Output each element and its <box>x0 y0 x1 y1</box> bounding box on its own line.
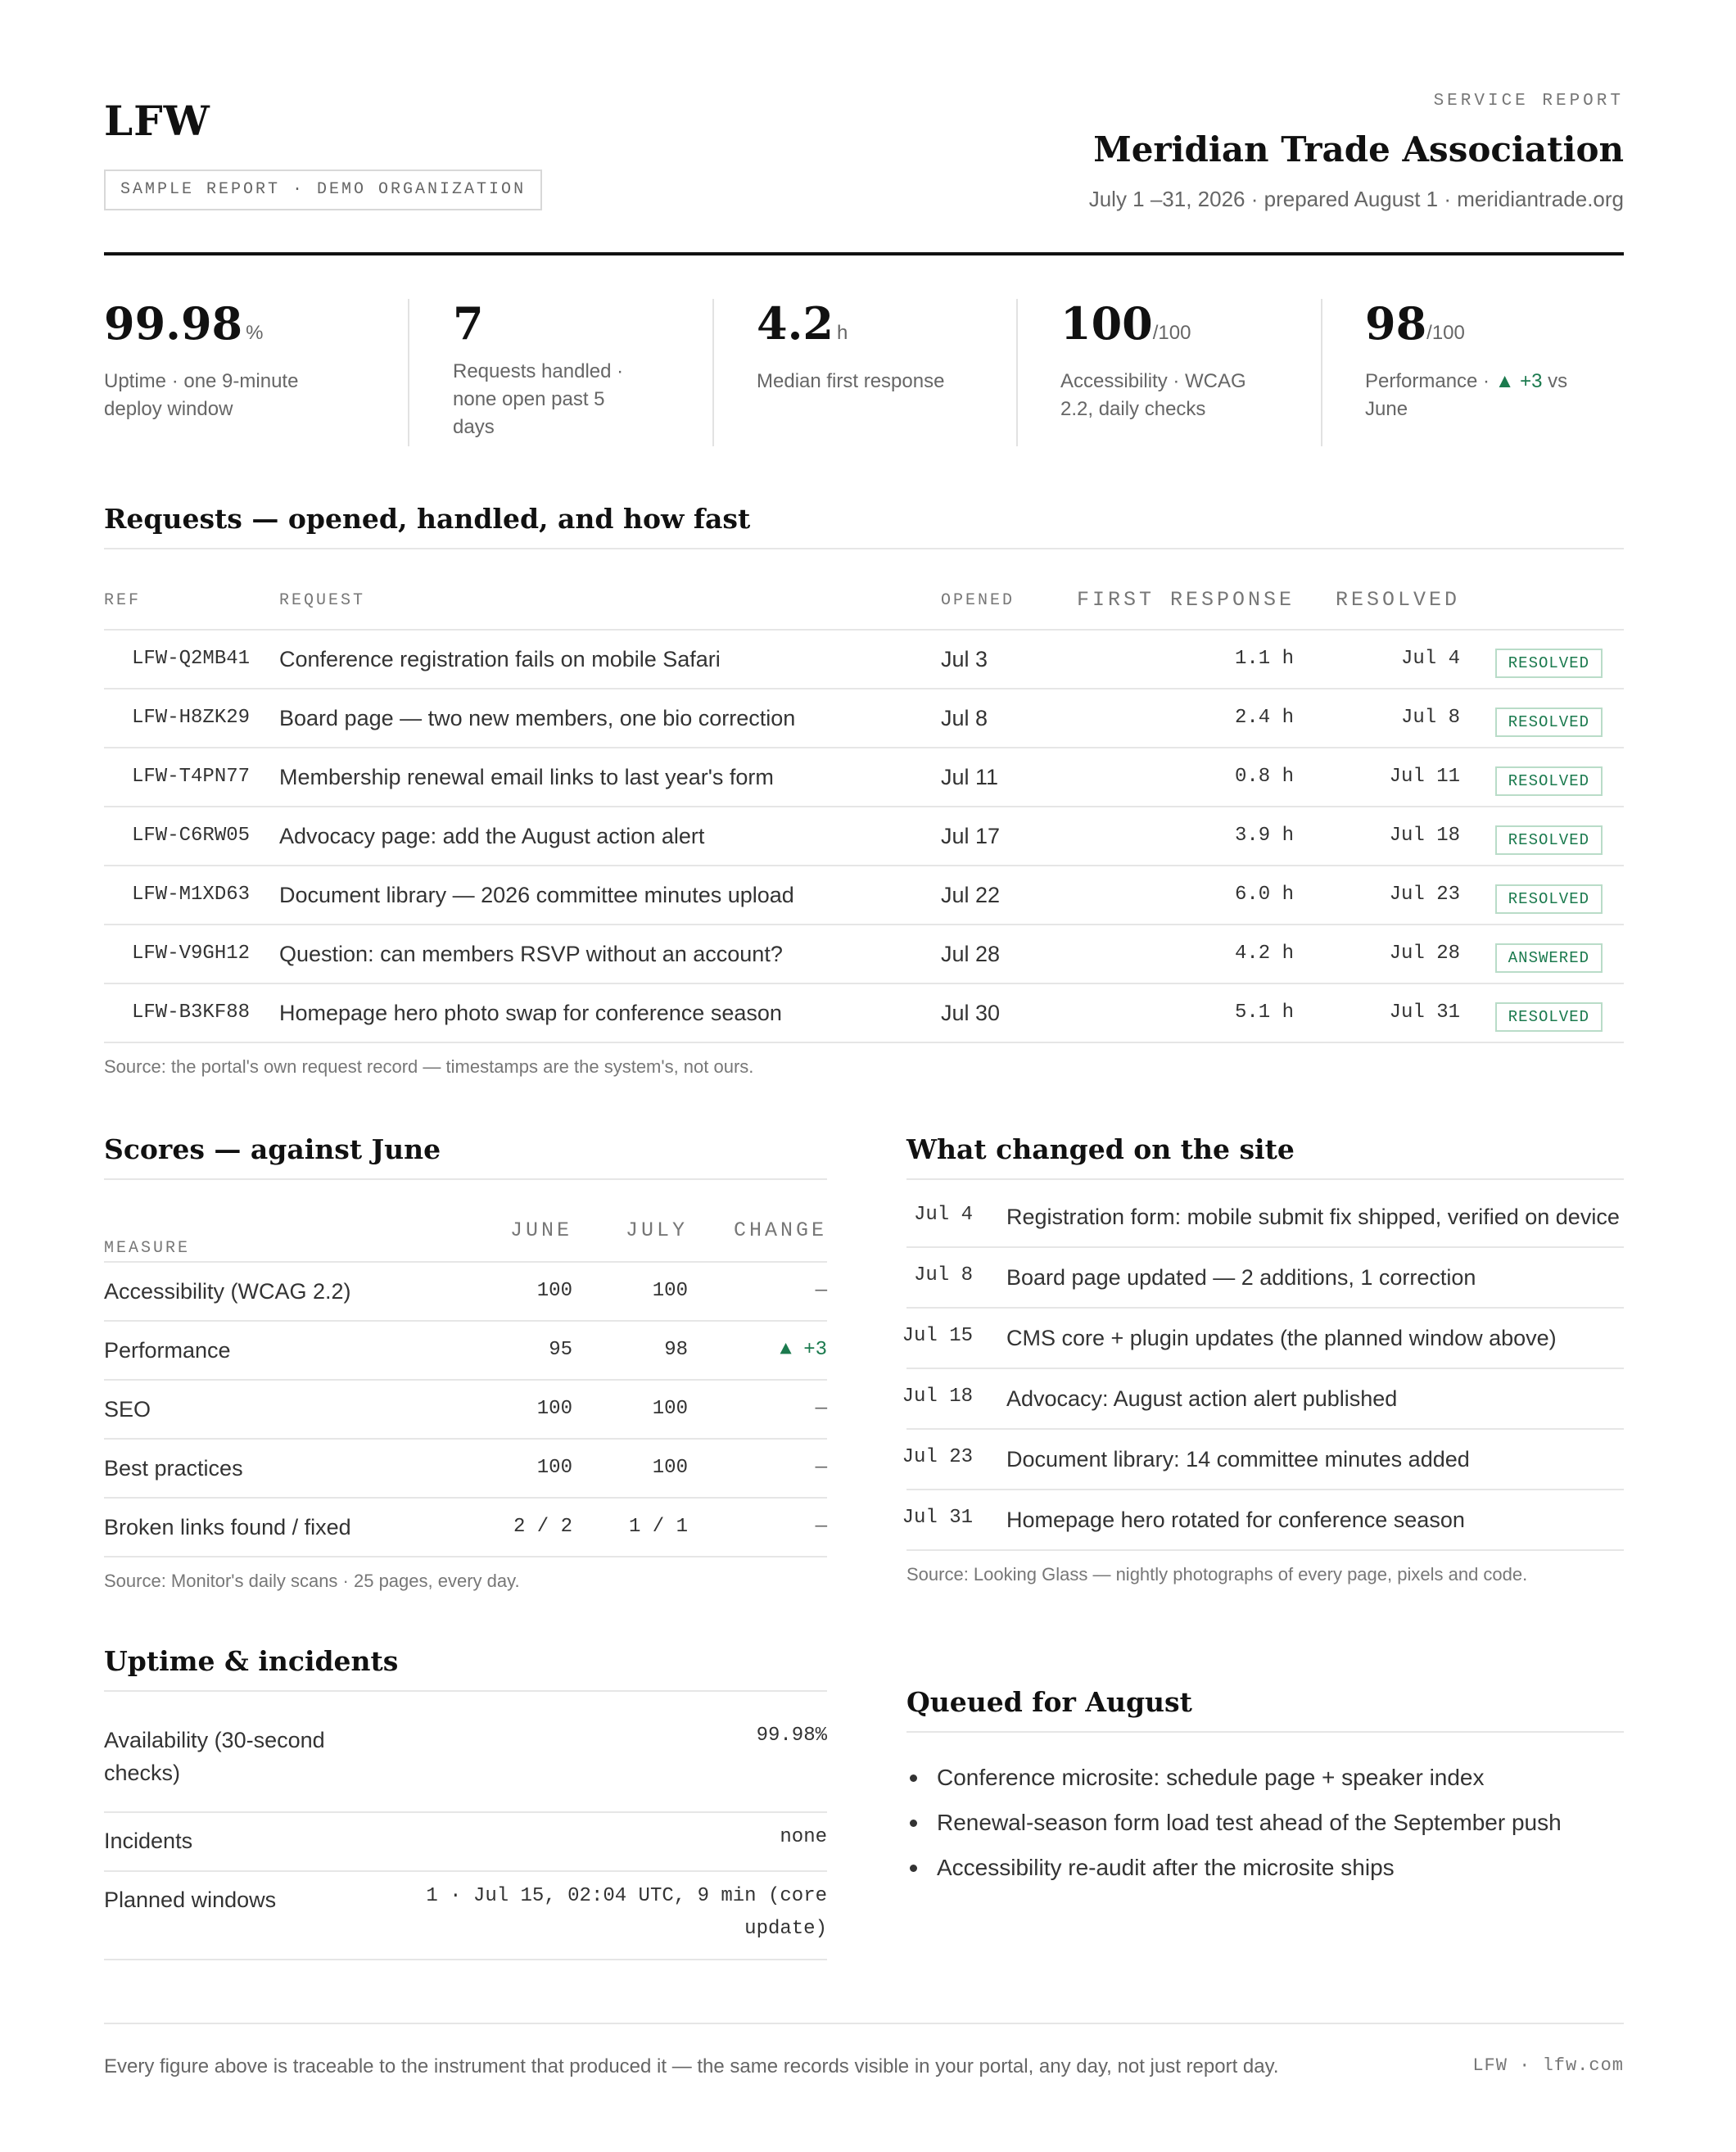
score-june: 95 <box>549 1339 572 1361</box>
change-date: Jul 23 <box>902 1446 973 1468</box>
queued-item: Accessibility re-audit after the microsite ships <box>906 1845 1624 1890</box>
request-title: Question: can members RSVP without an account? <box>279 942 783 966</box>
queued-heading: Queued for August <box>906 1686 1624 1733</box>
score-july: 98 <box>664 1339 688 1361</box>
change-date: Jul 8 <box>913 1264 973 1286</box>
score-july: 100 <box>652 1280 688 1302</box>
score-july: 100 <box>652 1457 688 1479</box>
score-july: 100 <box>652 1398 688 1420</box>
score-june: 2 / 2 <box>513 1516 572 1538</box>
request-title: Homepage hero photo swap for conference season <box>279 1001 782 1025</box>
request-first-response: 6.0 h <box>1234 884 1294 906</box>
request-opened: Jul 17 <box>941 824 1001 848</box>
queued-item: Renewal-season form load test ahead of the September push <box>906 1800 1624 1845</box>
request-ref: LFW-M1XD63 <box>132 884 251 906</box>
list-item <box>902 1490 1624 1551</box>
kpi-unit: h <box>836 322 848 344</box>
col-july: JULY <box>625 1218 688 1242</box>
request-resolved: Jul 4 <box>1400 648 1460 670</box>
change-text: Registration form: mobile submit fix shipped, verified on device <box>1006 1205 1620 1229</box>
uptime-table <box>104 1702 827 1960</box>
col-change: CHANGE <box>733 1218 827 1242</box>
request-opened: Jul 30 <box>941 1001 1001 1025</box>
table-row <box>104 807 1624 866</box>
status-badge: RESOLVED <box>1495 649 1603 678</box>
requests-table <box>104 573 1624 1078</box>
kpi-value: 100 <box>1060 297 1153 350</box>
request-title: Advocacy page: add the August action alert <box>279 824 705 848</box>
table-row <box>104 925 1624 984</box>
col-request: REQUEST <box>279 591 366 610</box>
request-opened: Jul 11 <box>941 765 999 789</box>
scores-heading: Scores — against June <box>104 1133 827 1180</box>
change-date: Jul 4 <box>913 1204 973 1226</box>
list-item <box>902 1430 1624 1490</box>
requests-table-header <box>104 573 1624 631</box>
table-row <box>104 631 1624 689</box>
changes-source: Source: Looking Glass — nightly photographs of every page, pixels and code. <box>906 1564 1528 1585</box>
requests-source: Source: the portal's own request record — timestamps are the system's, not ours. <box>104 1056 754 1077</box>
scores-table-header <box>104 1202 827 1263</box>
kpi-unit: % <box>246 322 264 344</box>
kpi-value: 4.2 <box>757 297 834 350</box>
col-june: JUNE <box>509 1218 572 1242</box>
score-change: — <box>815 1516 827 1538</box>
scores-source: Source: Monitor's daily scans · 25 pages, every day. <box>104 1571 520 1591</box>
change-date: Jul 31 <box>902 1507 973 1529</box>
status-badge: RESOLVED <box>1495 825 1603 855</box>
report-header <box>104 0 1624 255</box>
score-change: — <box>815 1280 827 1302</box>
score-change: ▲ +3 <box>780 1339 827 1361</box>
score-measure: Broken links found / fixed <box>104 1515 351 1539</box>
request-first-response: 4.2 h <box>1234 943 1294 965</box>
kpi-uptime <box>104 299 350 446</box>
list-item <box>906 1248 1624 1309</box>
request-title: Document library — 2026 committee minutes upload <box>279 883 794 907</box>
col-measure: MEASURE <box>104 1239 191 1258</box>
request-opened: Jul 22 <box>941 883 1001 907</box>
kpi-label <box>1365 368 1603 423</box>
request-resolved: Jul 11 <box>1389 766 1460 788</box>
list-item <box>902 1369 1624 1430</box>
request-resolved: Jul 28 <box>1389 943 1460 965</box>
kpi-label-text: vs June <box>1365 370 1568 420</box>
score-measure: Performance <box>104 1338 231 1363</box>
organization-name: Meridian Trade Association <box>1093 129 1624 170</box>
kpi-strip <box>104 299 1624 446</box>
kpi-value: 99.98 <box>104 297 243 350</box>
col-opened: OPENED <box>941 591 1015 610</box>
request-first-response: 5.1 h <box>1234 1001 1294 1024</box>
report-meta: July 1 –31, 2026 · prepared August 1 · meridiantrade.org <box>1088 187 1624 211</box>
request-resolved: Jul 8 <box>1400 707 1460 729</box>
change-text: Advocacy: August action alert published <box>1006 1386 1398 1411</box>
request-title: Conference registration fails on mobile Safari <box>279 647 721 671</box>
score-june: 100 <box>536 1280 572 1302</box>
col-first-response: FIRST RESPONSE <box>1076 588 1295 612</box>
request-first-response: 0.8 h <box>1234 766 1294 788</box>
kpi-value: 7 <box>453 297 484 350</box>
request-ref: LFW-T4PN77 <box>132 766 251 788</box>
change-text: Homepage hero rotated for conference season <box>1006 1508 1465 1532</box>
table-row <box>104 1499 827 1557</box>
request-first-response: 1.1 h <box>1234 648 1294 670</box>
kpi-label: Accessibility · WCAG 2.2, daily checks <box>1060 370 1246 420</box>
request-title: Board page — two new members, one bio correction <box>279 706 796 730</box>
requests-heading: Requests — opened, handled, and how fast <box>104 503 1624 549</box>
changes-list <box>902 1187 1624 1585</box>
change-date: Jul 18 <box>902 1386 973 1408</box>
request-first-response: 3.9 h <box>1234 825 1294 847</box>
request-ref: LFW-B3KF88 <box>132 1001 251 1024</box>
queued-list <box>906 1755 1624 1890</box>
kpi-first-response <box>712 299 958 446</box>
list-item <box>906 1187 1624 1248</box>
col-resolved: RESOLVED <box>1335 588 1460 612</box>
uptime-value: none <box>780 1826 827 1848</box>
uptime-value: 1 · Jul 15, 02:04 UTC, 9 min (core update) <box>426 1885 827 1940</box>
request-resolved: Jul 31 <box>1389 1001 1460 1024</box>
status-badge: RESOLVED <box>1495 708 1603 737</box>
table-row <box>104 1440 827 1499</box>
change-text: CMS core + plugin updates (the planned window above) <box>1006 1326 1557 1350</box>
change-text: Document library: 14 committee minutes added <box>1006 1447 1470 1472</box>
kpi-label: Requests handled · none open past 5 days <box>453 360 624 438</box>
table-row <box>104 984 1624 1043</box>
kpi-label: Uptime · one 9-minute deploy window <box>104 370 299 420</box>
col-ref: REF <box>104 591 142 610</box>
request-first-response: 2.4 h <box>1234 707 1294 729</box>
score-change: — <box>815 1457 827 1479</box>
table-row <box>104 1263 827 1322</box>
uptime-key: Availability (30-second checks) <box>104 1728 325 1785</box>
kpi-unit: /100 <box>1152 322 1191 344</box>
kpi-label: Median first response <box>757 370 945 392</box>
sample-tag: SAMPLE REPORT · DEMO ORGANIZATION <box>104 170 542 210</box>
request-title: Membership renewal email links to last year's form <box>279 765 774 789</box>
changes-heading: What changed on the site <box>906 1133 1624 1180</box>
report-kicker: SERVICE REPORT <box>1433 92 1624 111</box>
score-june: 100 <box>536 1398 572 1420</box>
score-measure: Best practices <box>104 1456 243 1481</box>
request-ref: LFW-C6RW05 <box>132 825 251 847</box>
footer-note: Every figure above is traceable to the instrument that produced it — the same records visible in your portal, any day, not just report day. <box>104 2055 1279 2077</box>
request-opened: Jul 8 <box>941 706 988 730</box>
kpi-value: 98 <box>1365 297 1427 350</box>
uptime-row <box>104 1813 827 1872</box>
table-row <box>104 689 1624 748</box>
status-badge: RESOLVED <box>1495 766 1603 796</box>
uptime-key: Incidents <box>104 1829 193 1853</box>
status-badge: RESOLVED <box>1495 1002 1603 1032</box>
report-footer <box>104 2023 1624 2077</box>
request-resolved: Jul 23 <box>1389 884 1460 906</box>
kpi-label-text: Performance · <box>1365 370 1495 392</box>
request-resolved: Jul 18 <box>1389 825 1460 847</box>
table-row <box>104 866 1624 925</box>
footer-brand: LFW · lfw.com <box>1472 2055 1624 2076</box>
score-july: 1 / 1 <box>628 1516 688 1538</box>
report-page <box>104 0 1624 2152</box>
request-ref: LFW-Q2MB41 <box>132 648 251 670</box>
kpi-unit: /100 <box>1426 322 1465 344</box>
status-badge: RESOLVED <box>1495 884 1603 914</box>
uptime-value: 99.98% <box>756 1725 827 1747</box>
score-june: 100 <box>536 1457 572 1479</box>
queued-item: Conference microsite: schedule page + speaker index <box>906 1755 1624 1800</box>
change-text: Board page updated — 2 additions, 1 correction <box>1006 1265 1476 1290</box>
uptime-key: Planned windows <box>104 1888 277 1912</box>
scores-table <box>104 1202 827 1592</box>
score-change: — <box>815 1398 827 1420</box>
table-row <box>104 748 1624 807</box>
request-opened: Jul 28 <box>941 942 1001 966</box>
score-measure: Accessibility (WCAG 2.2) <box>104 1279 351 1304</box>
kpi-accessibility <box>1016 299 1262 446</box>
uptime-heading: Uptime & incidents <box>104 1645 827 1692</box>
change-date: Jul 15 <box>902 1325 973 1347</box>
table-row <box>104 1381 827 1440</box>
kpi-performance <box>1321 299 1624 446</box>
uptime-row <box>104 1872 827 1960</box>
kpi-delta: ▲ +3 <box>1494 370 1543 392</box>
uptime-row <box>104 1702 827 1813</box>
request-ref: LFW-V9GH12 <box>132 943 251 965</box>
request-opened: Jul 3 <box>941 647 988 671</box>
kpi-requests <box>408 299 653 446</box>
request-ref: LFW-H8ZK29 <box>132 707 251 729</box>
score-measure: SEO <box>104 1397 151 1422</box>
brand-logo: LFW <box>104 97 210 145</box>
status-badge: ANSWERED <box>1495 943 1603 973</box>
table-row <box>104 1322 827 1381</box>
list-item <box>902 1309 1624 1369</box>
